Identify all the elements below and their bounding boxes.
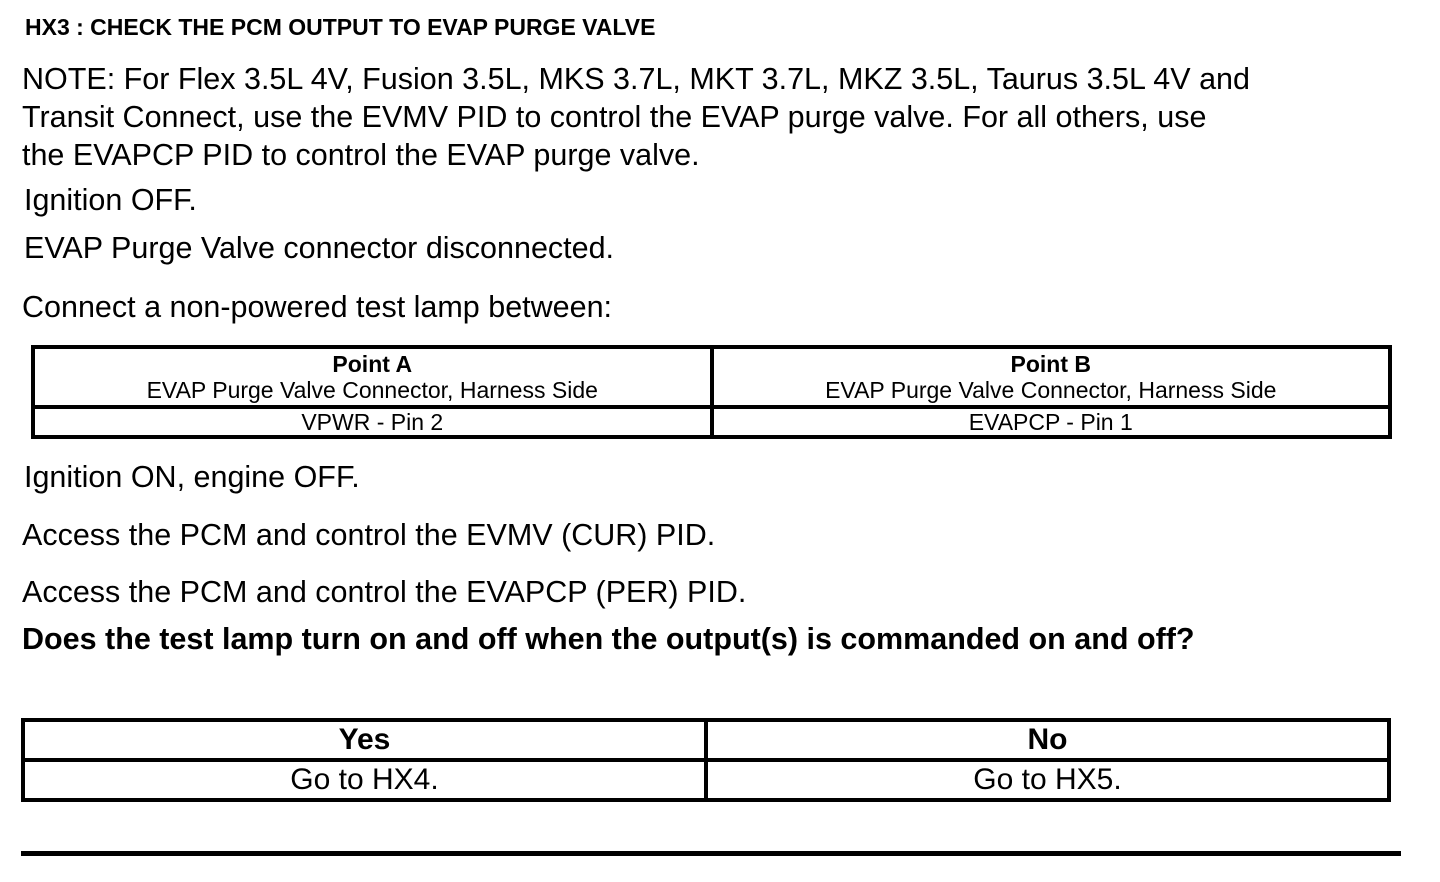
step-ignition-on: Ignition ON, engine OFF. — [24, 460, 360, 494]
point-a-header — [33, 347, 712, 407]
note-line: NOTE: For Flex 3.5L 4V, Fusion 3.5L, MKS 3.7L, MKT 3.7L, MKZ 3.5L, Taurus 3.5L 4V and — [22, 62, 1250, 96]
point-b-subheading: EVAP Purge Valve Connector, Harness Side — [825, 377, 1277, 403]
step-access-evapcp: Access the PCM and control the EVAPCP (PER) PID. — [22, 575, 747, 609]
point-a-heading: Point A — [332, 351, 413, 377]
answers-table — [21, 718, 1391, 802]
table-row — [23, 720, 1389, 760]
bottom-divider — [21, 851, 1401, 856]
point-b-heading: Point B — [1010, 351, 1091, 377]
step-connect-test-lamp: Connect a non-powered test lamp between: — [22, 290, 613, 324]
yes-action: Go to HX4. — [23, 760, 706, 800]
point-a-subheading: EVAP Purge Valve Connector, Harness Side — [146, 377, 598, 403]
test-points-table — [31, 345, 1392, 439]
step-access-evmv: Access the PCM and control the EVMV (CUR) PID. — [22, 518, 716, 552]
table-row — [33, 407, 1390, 437]
no-label: No — [706, 720, 1389, 760]
step-connector-disconnected: EVAP Purge Valve connector disconnected. — [24, 231, 615, 265]
note-line: Transit Connect, use the EVMV PID to control the EVAP purge valve. For all others, use — [22, 100, 1207, 134]
test-question: Does the test lamp turn on and off when the output(s) is commanded on and off? — [22, 622, 1195, 656]
table-row — [23, 760, 1389, 800]
page-title: HX3 : CHECK THE PCM OUTPUT TO EVAP PURGE VALVE — [25, 14, 656, 40]
note-paragraph — [22, 60, 1422, 174]
point-b-value: EVAPCP - Pin 1 — [712, 407, 1391, 437]
point-a-value: VPWR - Pin 2 — [33, 407, 712, 437]
note-line: the EVAPCP PID to control the EVAP purge valve. — [22, 138, 700, 172]
no-action: Go to HX5. — [706, 760, 1389, 800]
table-row — [33, 347, 1390, 407]
step-ignition-off: Ignition OFF. — [24, 183, 197, 217]
yes-label: Yes — [23, 720, 706, 760]
point-b-header — [712, 347, 1391, 407]
